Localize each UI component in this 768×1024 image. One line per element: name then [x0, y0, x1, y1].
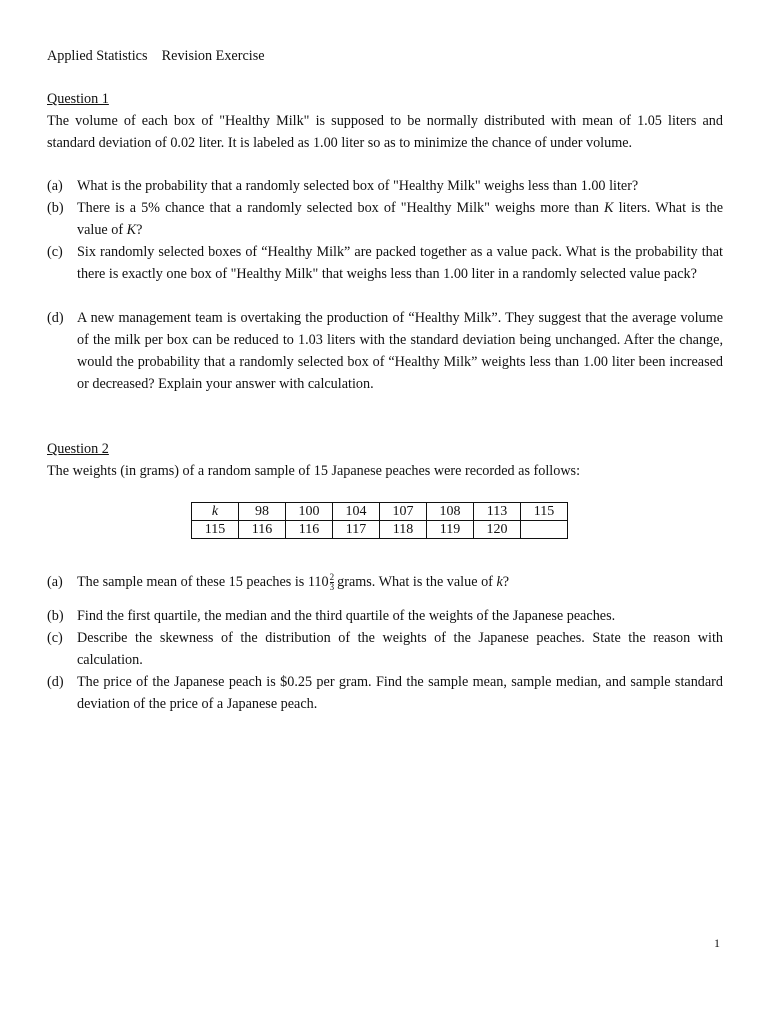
question-1-intro: The volume of each box of "Healthy Milk" is supposed to be normally distributed with mean of 1.05 liters and standard deviation of 0.02 liter. It is labeled as 1.00 liter so as to minimize the chance of under volume. [47, 113, 723, 151]
part-label: (a) [47, 574, 63, 590]
table-cell: 104 [333, 503, 380, 521]
table-cell: k [192, 503, 239, 521]
table-cell: 117 [333, 521, 380, 539]
document-title: Applied Statistics Revision Exercise [47, 48, 265, 64]
part-text: There is a 5% chance that a randomly selected box of "Healthy Milk" weighs more than K liters. What is the value of K? [77, 200, 723, 238]
part-label: (b) [47, 608, 64, 624]
part-label: (c) [47, 630, 63, 646]
part-text: A new management team is overtaking the production of “Healthy Milk”. They suggest that the average volume of the milk per box can be reduced to 1.03 liters with the standard deviation being unchanged. After the change, would the probability that a randomly selected box of “Healthy Milk” weights less than 1.00 liter been increased or decreased? Explain your answer with calculation. [77, 310, 723, 392]
table-cell: 100 [286, 503, 333, 521]
question-2-part-b [47, 605, 723, 627]
part-label: (d) [47, 310, 64, 326]
table-cell: 116 [286, 521, 333, 539]
part-label: (a) [47, 178, 63, 194]
part-text: Six randomly selected boxes of “Healthy Milk” are packed together as a value pack. What is the probability that there is exactly one box of "Healthy Milk" that weighs less than 1.00 liter in a randomly selected value pack? [77, 244, 723, 282]
question-1-part-b [47, 197, 723, 241]
part-text: Describe the skewness of the distribution of the weights of the Japanese peaches. State the reason with calculation. [77, 630, 723, 668]
part-label: (c) [47, 244, 63, 260]
weights-table [191, 502, 568, 539]
table-cell: 98 [239, 503, 286, 521]
question-2-part-a [47, 571, 723, 593]
page-number: 1 [714, 936, 720, 950]
question-2-intro: The weights (in grams) of a random sample of 15 Japanese peaches were recorded as follows: [47, 463, 581, 479]
part-label: (d) [47, 674, 64, 690]
question-2-part-d [47, 671, 723, 715]
table-row [192, 503, 568, 521]
question-1-part-d [47, 307, 723, 395]
question-1-part-c [47, 241, 723, 285]
table-cell: 107 [380, 503, 427, 521]
table-cell: 118 [380, 521, 427, 539]
question-1-part-a [47, 175, 723, 197]
table-cell: 120 [474, 521, 521, 539]
question-2-part-c [47, 627, 723, 671]
part-label: (b) [47, 200, 64, 216]
table-cell: 116 [239, 521, 286, 539]
part-text: Find the first quartile, the median and the third quartile of the weights of the Japanese peaches. [77, 608, 616, 624]
table-row [192, 521, 568, 539]
question-1-heading: Question 1 [47, 91, 109, 107]
table-cell: 108 [427, 503, 474, 521]
question-2-heading: Question 2 [47, 441, 109, 457]
mixed-fraction: $\frac{2}{3}$ [329, 572, 335, 593]
table-cell: 115 [192, 521, 239, 539]
part-text: The sample mean of these 15 peaches is 110 $\frac{2}{3}$ grams. What is the value of k? [77, 572, 510, 593]
table-cell: 115 [521, 503, 568, 521]
part-text: The price of the Japanese peach is $0.25 per gram. Find the sample mean, sample median, and sample standard deviation of the price of a Japanese peach. [77, 674, 723, 712]
table-cell [521, 521, 568, 539]
part-text: What is the probability that a randomly selected box of "Healthy Milk" weighs less than 1.00 liter? [77, 178, 639, 194]
table-cell: 119 [427, 521, 474, 539]
table-cell: 113 [474, 503, 521, 521]
